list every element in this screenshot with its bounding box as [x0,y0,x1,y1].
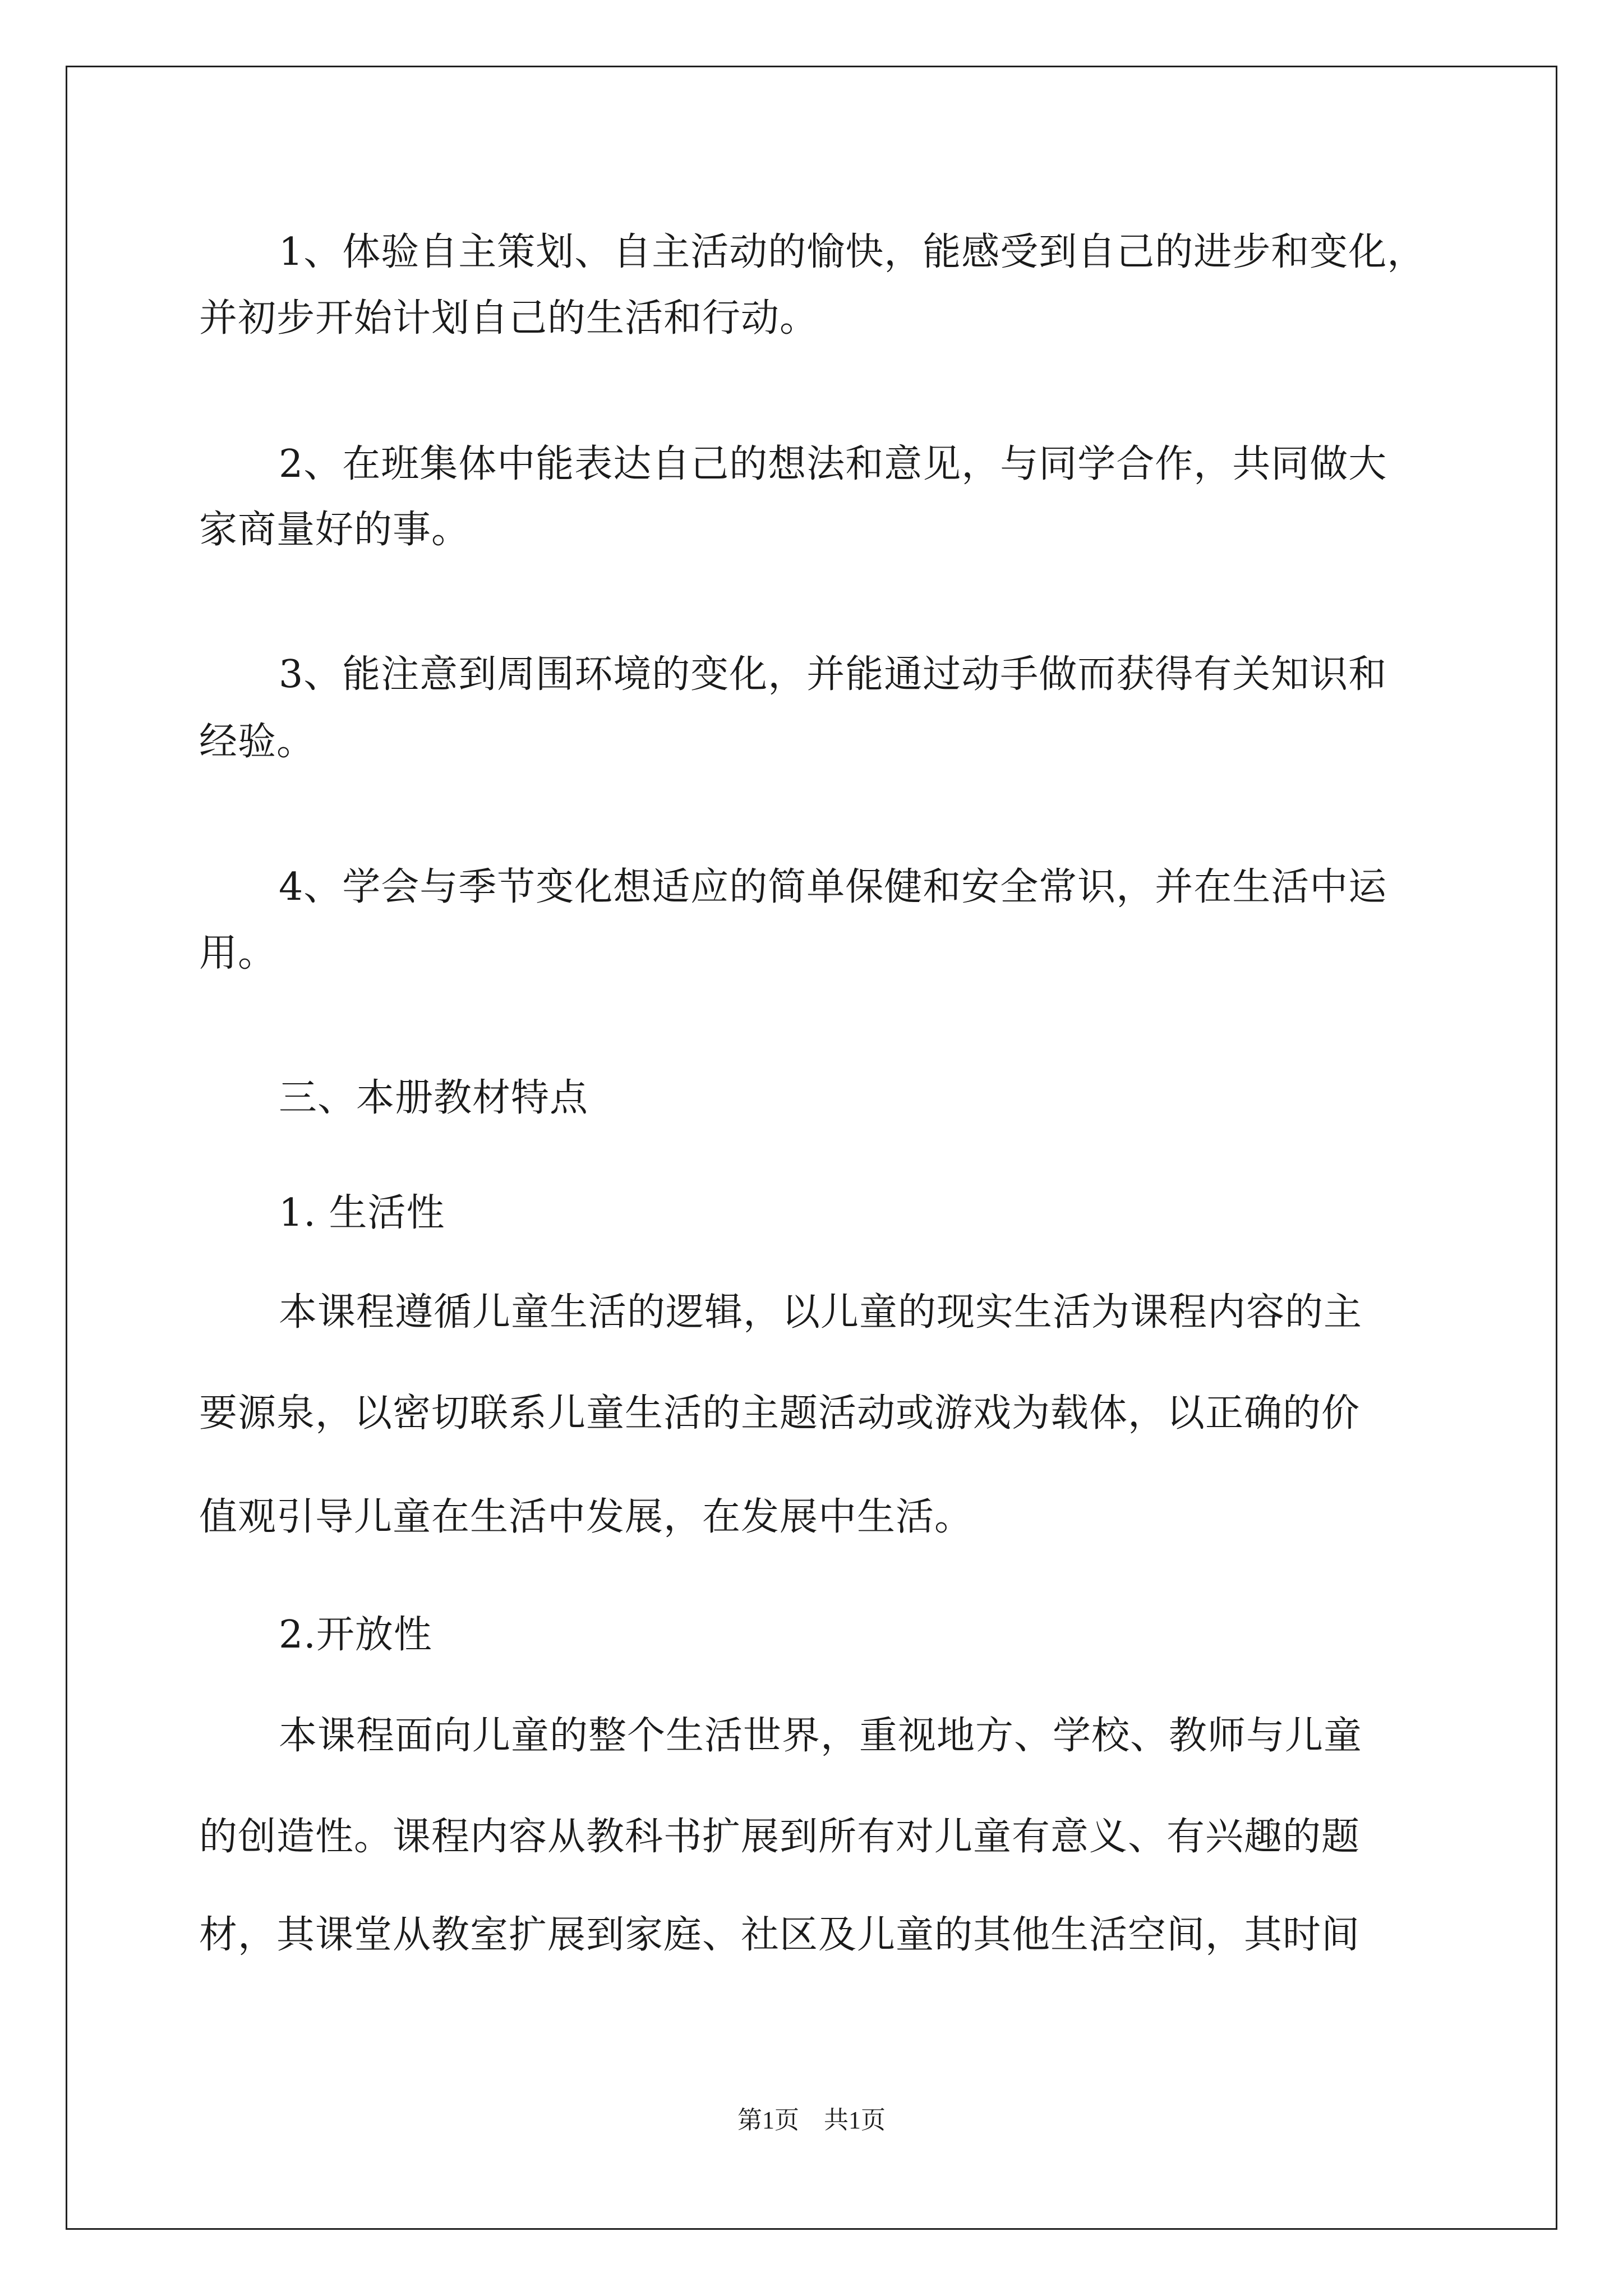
page-frame [66,66,1557,2230]
paragraph-line: 1、体验自主策划、自主活动的愉快，能感受到自己的进步和变化， [279,230,1426,274]
paragraph-line: 本课程遵循儿童生活的逻辑，以儿童的现实生活为课程内容的主 [279,1290,1363,1335]
paragraph-line: 值观引导儿童在生活中发展，在发展中生活。 [199,1495,974,1539]
paragraph-line: 材，其课堂从教室扩展到家庭、社区及儿童的其他生活空间，其时间 [199,1913,1361,1957]
paragraph-line: 的创造性。课程内容从教科书扩展到所有对儿童有意义、有兴趣的题 [199,1815,1361,1859]
subsection-heading: 2.开放性 [279,1613,432,1657]
paragraph-line: 家商量好的事。 [199,508,471,552]
paragraph-line: 3、能注意到周围环境的变化，并能通过动手做而获得有关知识和 [279,652,1387,697]
paragraph-line: 并初步开始计划自己的生活和行动。 [199,296,819,341]
paragraph-line: 本课程面向儿童的整个生活世界，重视地方、学校、教师与儿童 [279,1714,1363,1758]
paragraph-line: 用。 [199,931,277,976]
subsection-heading: 1. 生活性 [279,1191,445,1235]
page-footer: 第1页 共1页 [737,2106,886,2134]
paragraph-line: 2、在班集体中能表达自己的想法和意见，与同学合作，共同做大 [279,442,1387,486]
paragraph-line: 4、学会与季节变化想适应的简单保健和安全常识，并在生活中运 [279,865,1387,909]
paragraph-line: 经验。 [199,720,316,764]
section-heading: 三、本册教材特点 [279,1076,589,1120]
paragraph-line: 要源泉，以密切联系儿童生活的主题活动或游戏为载体，以正确的价 [199,1391,1361,1435]
